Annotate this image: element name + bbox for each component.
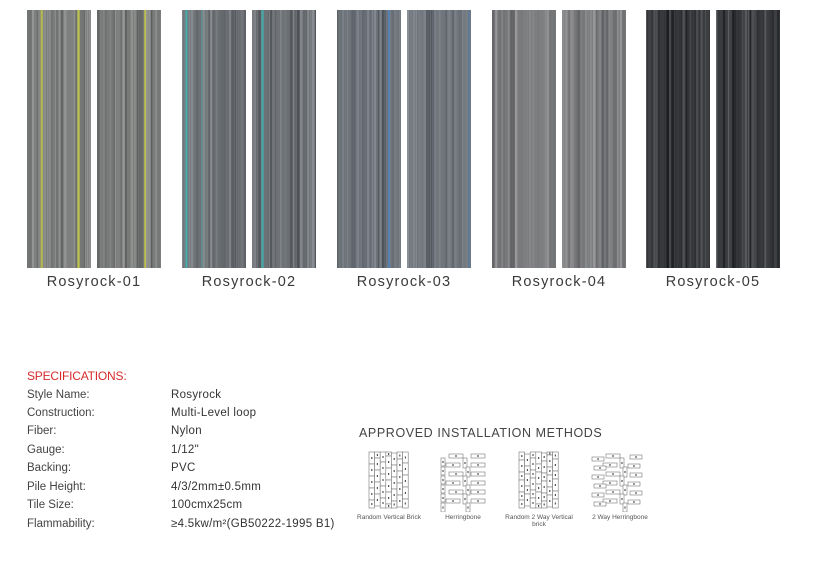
carpet-tile-swatch	[27, 10, 91, 268]
spec-value: 100cmx25cm	[171, 499, 243, 511]
method-label: Random 2 Way Vertical brick	[505, 514, 573, 528]
spec-value: 1/12"	[171, 444, 199, 456]
product-label: Rosyrock-03	[356, 274, 452, 290]
random-vertical-brick-icon	[365, 450, 413, 512]
spec-value: 4/3/2mm±0.5mm	[171, 481, 262, 493]
spec-label: Style Name:	[27, 389, 90, 401]
spec-label: Pile Height:	[27, 481, 86, 493]
random-2-way-vertical-brick-icon	[515, 450, 563, 512]
spec-value: Rosyrock	[171, 389, 222, 401]
carpet-tile-swatch	[407, 10, 471, 268]
method-label: Random Vertical Brick	[357, 514, 421, 521]
2-way-herringbone-icon	[586, 450, 654, 512]
carpet-tile-swatch	[337, 10, 401, 268]
method-random-vertical-brick	[349, 450, 429, 521]
product-label: Rosyrock-02	[201, 274, 297, 290]
carpet-tile-swatch	[562, 10, 626, 268]
carpet-tile-swatch	[252, 10, 316, 268]
spec-value: ≥4.5kw/m²(GB50222-1995 B1)	[171, 518, 335, 530]
spec-label: Flammability:	[27, 518, 95, 530]
installation-methods-title: APPROVED INSTALLATION METHODS	[359, 426, 603, 440]
herringbone-icon	[431, 450, 495, 512]
carpet-tile-swatch	[97, 10, 161, 268]
method-label: 2 Way Herringbone	[592, 514, 648, 521]
method-2-way-herringbone	[580, 450, 660, 521]
spec-label: Tile Size:	[27, 499, 74, 511]
specifications-title: SPECIFICATIONS:	[27, 369, 127, 383]
spec-value: Nylon	[171, 425, 202, 437]
spec-value: Multi-Level loop	[171, 407, 257, 419]
method-label: Herringbone	[445, 514, 481, 521]
spec-label: Gauge:	[27, 444, 65, 456]
product-label: Rosyrock-01	[46, 274, 142, 290]
spec-label: Fiber:	[27, 425, 57, 437]
spec-value: PVC	[171, 462, 196, 474]
method-random-2-way-vertical-brick	[499, 450, 579, 528]
carpet-tile-swatch	[182, 10, 246, 268]
carpet-tile-swatch	[646, 10, 710, 268]
spec-label: Backing:	[27, 462, 72, 474]
product-label: Rosyrock-05	[665, 274, 761, 290]
spec-label: Construction:	[27, 407, 95, 419]
carpet-tile-swatch	[492, 10, 556, 268]
method-herringbone	[423, 450, 503, 521]
carpet-tile-swatch	[716, 10, 780, 268]
product-label: Rosyrock-04	[511, 274, 607, 290]
